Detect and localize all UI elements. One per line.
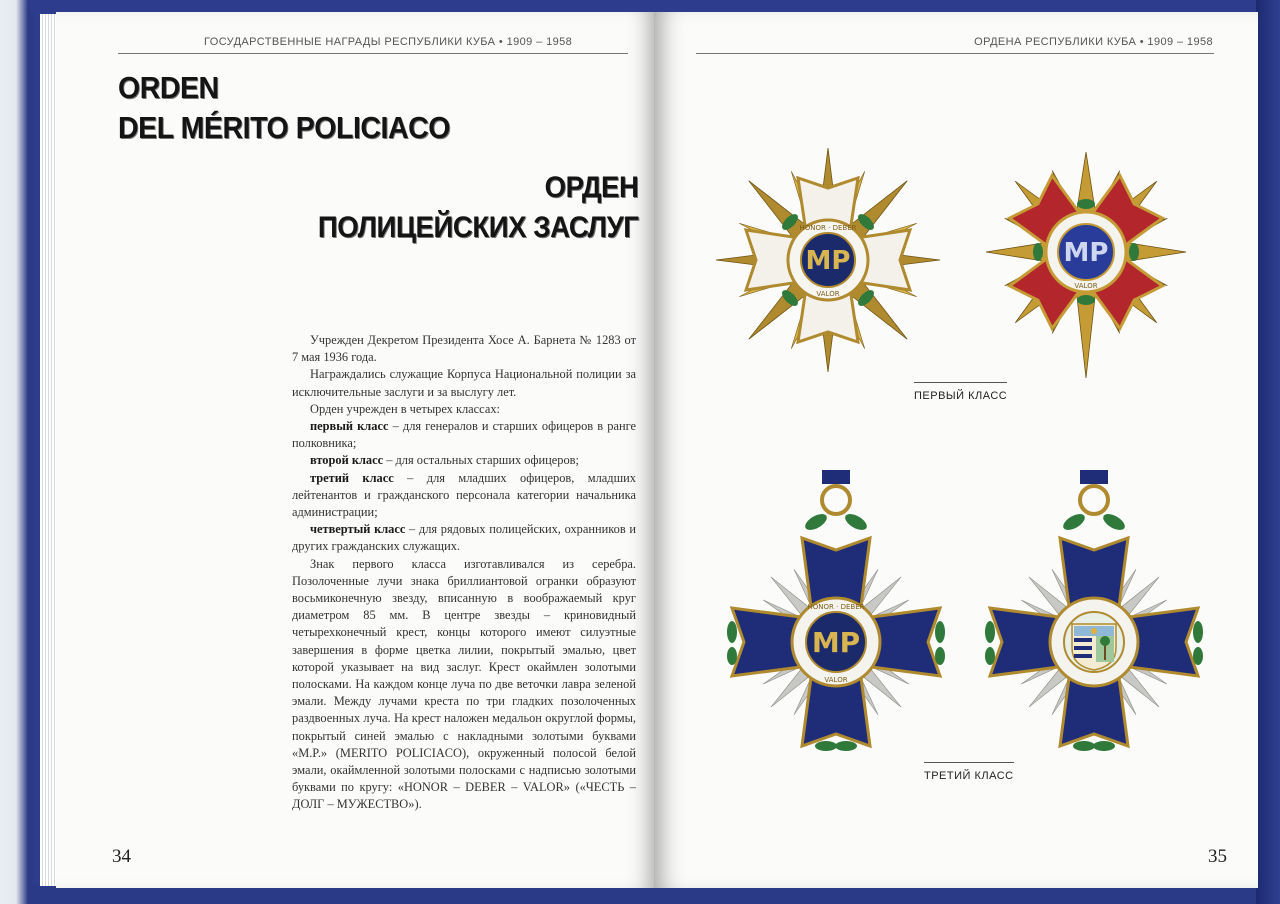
medallion-legend-top: HONOR · DEBER xyxy=(807,603,865,611)
paragraph-text: – для остальных старших офицеров; xyxy=(383,453,579,468)
body-paragraph xyxy=(292,521,636,555)
title-spanish-line-2: DEL MÉRITO POLICIACO xyxy=(118,110,451,145)
paragraph-text: Награждались служащие Корпуса Национальной полиции за исключительные заслуги и за выслугу лет. xyxy=(292,367,636,399)
body-paragraph xyxy=(292,366,636,400)
body-paragraph xyxy=(292,556,636,814)
title-russian-line-1: ОРДЕН xyxy=(544,171,638,204)
running-rule-left xyxy=(118,53,628,54)
body-paragraph xyxy=(292,470,636,522)
medal-first-class-white xyxy=(710,142,946,378)
body-paragraph xyxy=(292,401,636,418)
body-text xyxy=(292,332,636,814)
paragraph-text: – для рядовых полицейских, охранников и других гражданских служащих. xyxy=(292,522,636,554)
body-paragraph xyxy=(292,418,636,452)
title-russian xyxy=(317,168,638,248)
class-term: третий класс xyxy=(310,470,394,485)
body-paragraph xyxy=(292,332,636,366)
medal-first-class-red xyxy=(966,148,1206,380)
ribbon xyxy=(822,470,850,484)
medal-third-class-arms xyxy=(976,470,1212,760)
title-spanish xyxy=(118,68,450,148)
class-term: первый класс xyxy=(310,419,389,434)
medallion-legend-bottom: VALOR xyxy=(824,676,848,684)
medallion-legend-bottom: VALOR xyxy=(816,290,840,298)
body-paragraph xyxy=(292,452,636,469)
cover-edge-top xyxy=(30,0,1280,12)
running-rule-right xyxy=(696,53,1214,54)
running-head-left: ГОСУДАРСТВЕННЫЕ НАГРАДЫ РЕСПУБЛИКИ КУБА • 1909 – 1958 xyxy=(204,36,573,48)
page-number-right: 35 xyxy=(1208,846,1227,867)
right-page xyxy=(654,12,1258,888)
medallion-monogram: MP xyxy=(811,626,861,659)
paragraph-text: – для генералов и старших офицеров в ранге полковника; xyxy=(292,419,636,451)
running-head-right: ОРДЕНА РЕСПУБЛИКИ КУБА • 1909 – 1958 xyxy=(974,36,1213,48)
paragraph-text: – для младших офицеров, младших лейтенантов и гражданского персонала категории начальника администрации; xyxy=(292,470,636,520)
coat-of-arms xyxy=(1072,624,1116,670)
class-term: четвертый класс xyxy=(310,522,406,537)
medallion-legend-bottom: VALOR xyxy=(1074,282,1098,290)
suspension-ring xyxy=(1080,486,1108,514)
medallion-monogram: MP xyxy=(1063,238,1109,268)
paragraph-text: Орден учрежден в четырех классах: xyxy=(310,401,500,416)
left-page xyxy=(56,12,654,888)
medallion-monogram: MP xyxy=(805,246,851,276)
class-term: второй класс xyxy=(310,453,384,468)
suspension-ring xyxy=(822,486,850,514)
medallion-legend-top: HONOR · DEBER xyxy=(799,224,857,232)
title-spanish-line-1: ORDEN xyxy=(118,70,219,105)
caption-third-class: ТРЕТИЙ КЛАСС xyxy=(924,762,1014,782)
paragraph-text: Знак первого класса изготавливался из серебра. Позолоченные лучи знака бриллиантовой огранки образуют восьмиконечную звезду, вписанную в воображаемый круг диаметром 85 мм. В центре звезды – криновидный четырехконечный крест, концы которого имеют силуэтные завершения в форме цветка лилии, покрытый эмалью, цвет которой указывает на вид заслуг. Крест окаймлен золотыми полосками. На каждом конце луча по две веточки лавра зеленой эмали. Между лучами креста по три гладких позолоченных раздвоенных луча. На крест наложен медальон округлой формы, покрытый синей эмалью с накладными золотыми буквами «M.P.» (MERITO POLICIACO), окруженный полосой белой эмали, окаймленной золотыми полосками с надписью золотыми буквами по кругу: «HONOR – DEBER – VALOR» («ЧЕСТЬ – ДОЛГ – МУЖЕСТВО»). xyxy=(292,556,636,812)
cover-edge-right xyxy=(1256,0,1280,904)
page-edges xyxy=(40,14,56,886)
medal-third-class-monogram xyxy=(718,470,954,760)
page-number-left: 34 xyxy=(112,846,131,867)
title-russian-line-2: ПОЛИЦЕЙСКИХ ЗАСЛУГ xyxy=(317,211,638,244)
caption-first-class: ПЕРВЫЙ КЛАСС xyxy=(914,382,1007,402)
paragraph-text: Учрежден Декретом Президента Хосе А. Барнета № 1283 от 7 мая 1936 года. xyxy=(292,333,636,365)
ribbon xyxy=(1080,470,1108,484)
